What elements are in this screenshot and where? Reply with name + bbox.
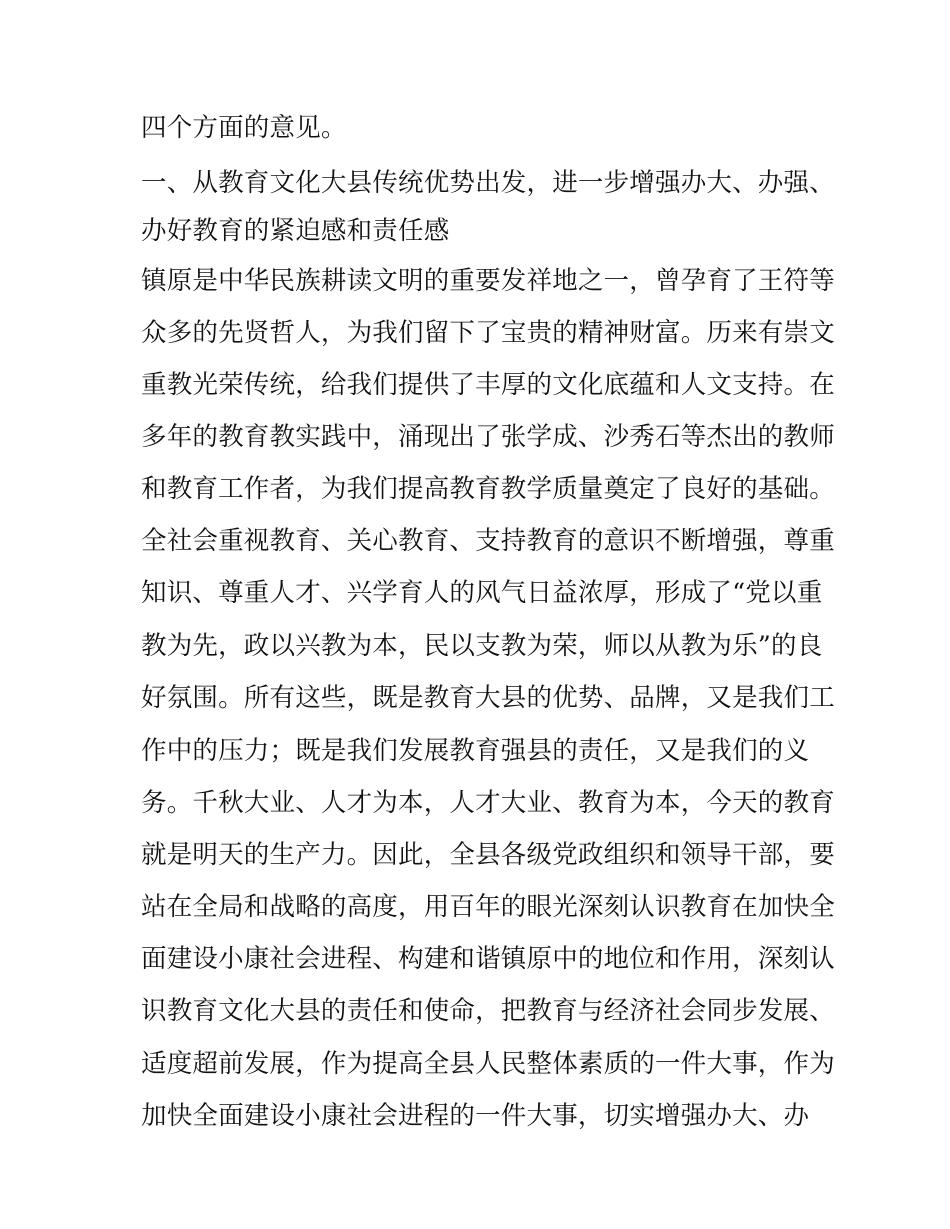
text-line: 多年的教育教实践中，涌现出了张学成、沙秀石等杰出的教师 [141, 422, 835, 452]
text-line: 识教育文化大县的责任和使命，把教育与经济社会同步发展、 [141, 996, 835, 1026]
text-line: 作中的压力；既是我们发展教育强县的责任，又是我们的义 [141, 736, 810, 766]
text-line: 就是明天的生产力。因此，全县各级党政组织和领导干部，要 [141, 840, 835, 870]
text-line: 务。千秋大业、人才为本，人才大业、教育为本，今天的教育 [141, 788, 835, 818]
text-line: 镇原是中华民族耕读文明的重要发祥地之一，曾孕育了王符等 [141, 266, 835, 296]
text-line: 适度超前发展，作为提高全县人民整体素质的一件大事，作为 [141, 1049, 835, 1079]
text-line: 面建设小康社会进程、构建和谐镇原中的地位和作用，深刻认 [141, 944, 835, 974]
text-line: 四个方面的意见。 [141, 113, 347, 143]
text-line: 加快全面建设小康社会进程的一件大事，切实增强办大、办 [141, 1101, 810, 1131]
text-line: 好氛围。所有这些，既是教育大县的优势、品牌，又是我们工 [141, 683, 835, 713]
text-line: 重教光荣传统，给我们提供了丰厚的文化底蕴和人文支持。在 [141, 370, 835, 400]
text-line: 站在全局和战略的高度，用百年的眼光深刻认识教育在加快全 [141, 892, 835, 922]
text-line: 全社会重视教育、关心教育、支持教育的意识不断增强，尊重 [141, 526, 835, 556]
section-heading-line: 一、从教育文化大县传统优势出发，进一步增强办大、办强、 [141, 168, 835, 198]
text-line: 知识、尊重人才、兴学育人的风气日益浓厚，形成了“党以重 [141, 578, 823, 608]
text-line: 和教育工作者，为我们提高教育教学质量奠定了良好的基础。 [141, 474, 835, 504]
section-heading-line: 办好教育的紧迫感和责任感 [141, 216, 450, 246]
text-line: 众多的先贤哲人，为我们留下了宝贵的精神财富。历来有崇文 [141, 318, 835, 348]
text-line: 教为先，政以兴教为本，民以支教为荣，师以从教为乐”的良 [141, 631, 823, 661]
